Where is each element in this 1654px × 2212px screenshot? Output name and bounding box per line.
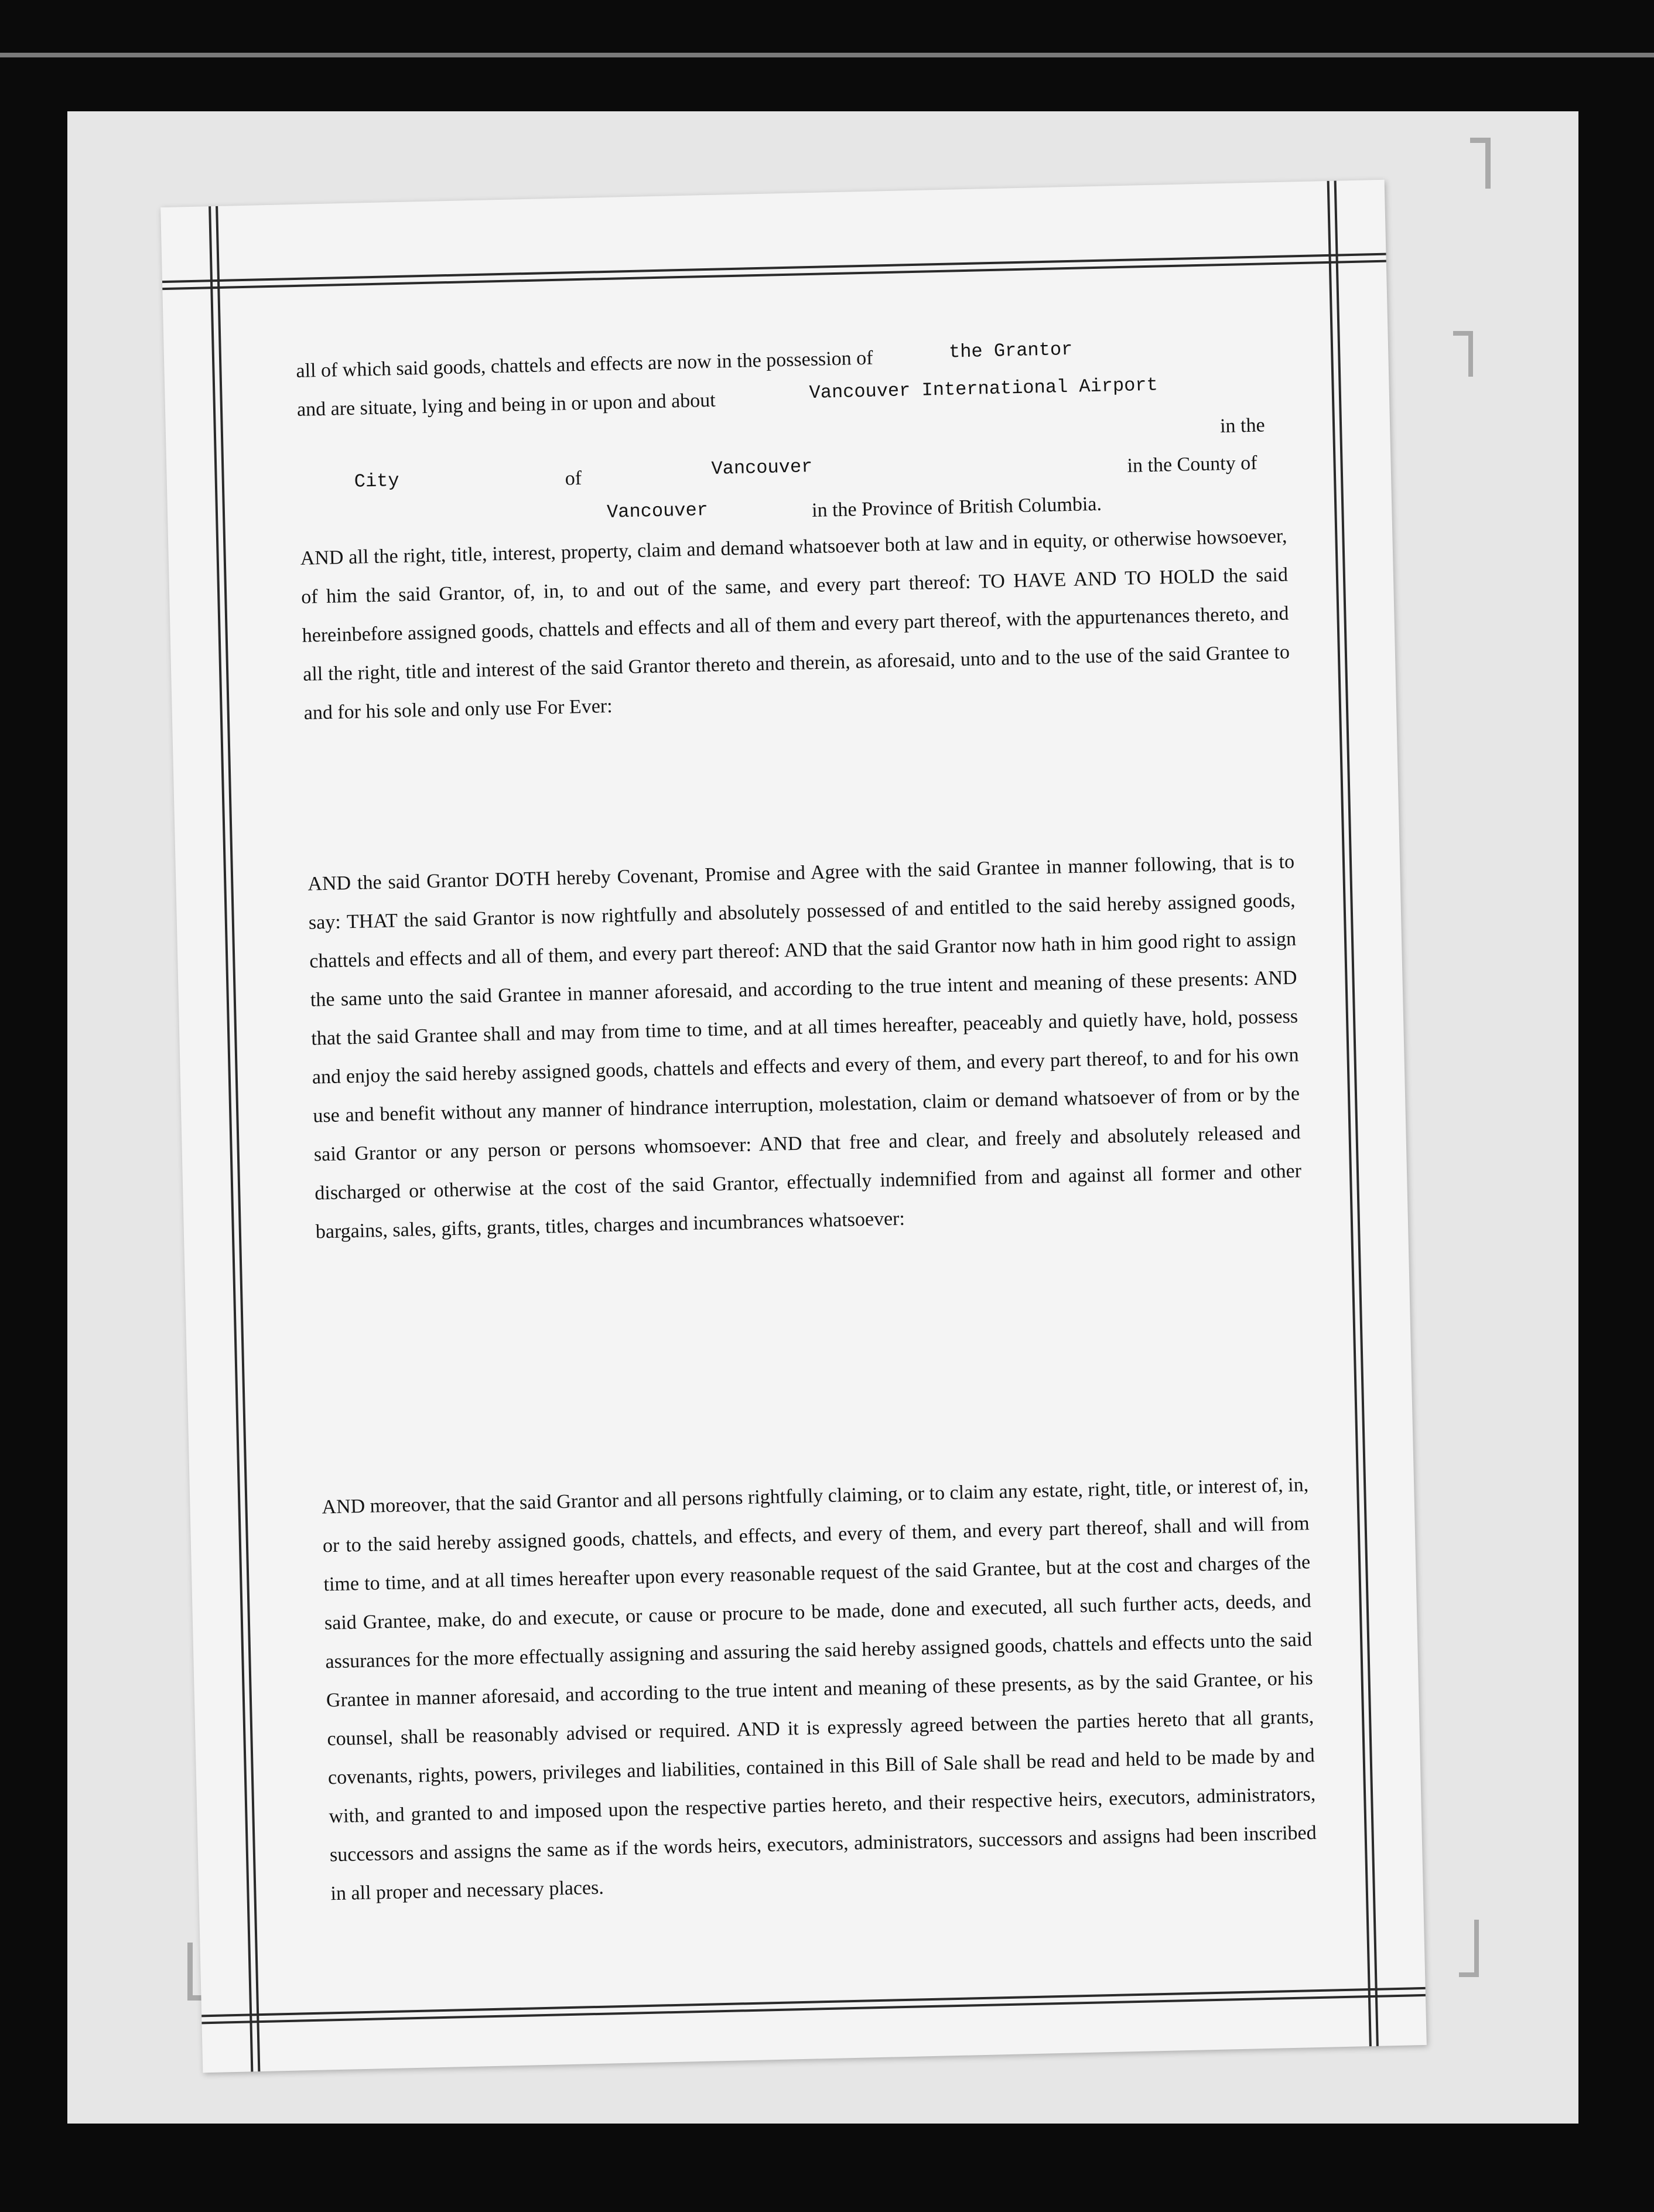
county-name-field: Vancouver — [606, 499, 709, 523]
border-rule — [1327, 181, 1372, 2046]
opening-line-2-prefix: and are situate, lying and being in or upon and about — [296, 389, 716, 421]
paragraph-text: AND moreover, that the said Grantor and all persons rightfully claiming, or to claim any estate, right, title, or interest of, in, or to the said hereby assigned goods, chattels, and effects, and every of them, and every part thereof, shall and will from time to time, and at all times hereafter upon every reasonable request of the said Grantee, but at the cost and charges of the said Grantee, make, do and execute, or cause or procure to be made, done and executed, all such further acts, deeds, and assurances for the more effectually assigning and assuring the said hereby assigned goods, chattels and effects unto the said Grantee in manner aforesaid, and according to the true intent and meaning of these presents, as by the said Grantee, or his counsel, shall be reasonably advised or required. AND it is expressly agreed between the parties hereto that all grants, covenants, rights, powers, privileges and liabilities, contained in this Bill of Sale shall be read and held to be made by and with, and granted to and imposed upon the respective parties hereto, and their respective heirs, executors, administrators, successors and assigns the same as if the words heirs, executors, administrators, successors and assigns had been inscribed in all proper and necessary places. — [322, 1474, 1317, 1905]
paragraph-covenants — [307, 842, 1303, 1251]
opening-line-2 — [297, 391, 716, 420]
border-rule — [209, 206, 253, 2071]
opening-line-1 — [296, 349, 873, 381]
place-type-field: City — [354, 469, 400, 493]
location-field: Vancouver International Airport — [809, 374, 1159, 404]
in-the-label: in the — [1219, 414, 1265, 438]
province-text: in the Province of British Columbia. — [811, 493, 1102, 522]
place-name-field: Vancouver — [711, 455, 813, 480]
crop-mark-top-right — [1470, 138, 1491, 189]
border-rule — [1334, 181, 1379, 2046]
paragraph-further-assurance — [322, 1466, 1318, 1913]
border-rule — [201, 1987, 1426, 2017]
border-rule — [216, 206, 260, 2071]
paragraph-text: AND all the right, title, interest, property, claim and demand whatsoever both at law and in equity, or otherwise howsoever, of him the said Grantor, of, in, to and out of the same, and every part thereof: TO HAVE AND TO HOLD the said hereinbefore assigned goods, chattels and effects and all of them and every part thereof, with the appurtenances thereto, and all the right, title and interest of the said Grantor thereto and therein, as aforesaid, unto and to the use of the said Grantee to and for his sole and only use For Ever: — [300, 525, 1290, 724]
of-label: of — [565, 467, 582, 490]
paragraph-text: AND the said Grantor DOTH hereby Covenant, Promise and Agree with the said Grantee in manner following, that is to say: THAT the said Grantor is now rightfully and absolutely possessed of and entitled to the said hereby assigned goods, chattels and effects and all of them, and every part thereof: AND that the said Grantor now hath in him good right to assign the same unto the said Grantee in manner aforesaid, and according to the true intent and meaning of these presents: AND that the said Grantee shall and may from time to time, and at all times hereafter, peaceably and quietly have, hold, possess and enjoy the said hereby assigned goods, chattels and effects and every of them, and every part thereof, to and for his own use and benefit without any manner of hindrance interruption, molestation, claim or demand whatsoever of from or by the said Grantor or any person or persons whomsoever: AND that free and clear, and freely and absolutely released and discharged or otherwise at the cost of the said Grantor, effectually indemnified from and against all former and other bargains, sales, gifts, grants, titles, charges and incumbrances whatsoever: — [307, 851, 1302, 1243]
county-label: in the County of — [1127, 452, 1257, 477]
film-edge-line — [0, 53, 1654, 57]
opening-line-1-prefix: all of which said goods, chattels and effects are now in the possession of — [296, 347, 873, 382]
paragraph-habendum — [300, 517, 1291, 733]
document-page — [160, 180, 1427, 2073]
border-rule — [162, 253, 1386, 283]
crop-mark-bottom-right — [1459, 1920, 1479, 1977]
grantor-field: the Grantor — [948, 338, 1073, 363]
crop-mark-right — [1453, 331, 1473, 377]
border-rule — [201, 1994, 1426, 2024]
border-rule — [162, 260, 1386, 290]
